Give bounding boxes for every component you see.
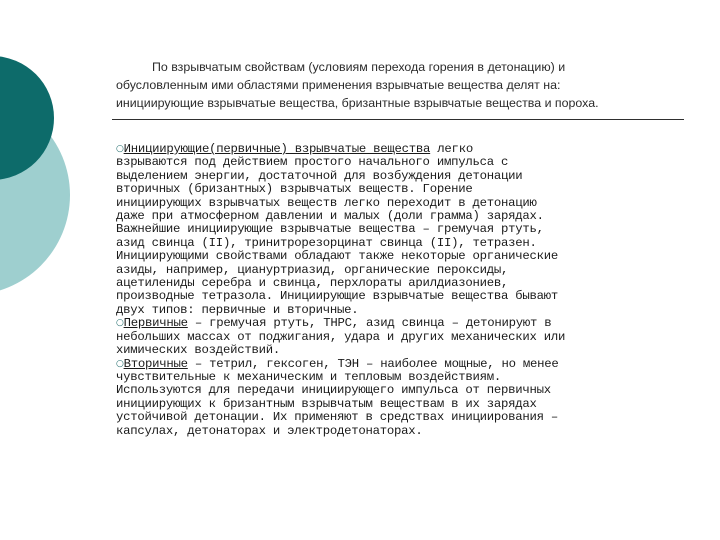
paragraph-line: небольших массах от поджигания, удара и других механических или (116, 329, 566, 344)
paragraph-line: ацетилениды серебра и свинца, перхлораты арилдиазониев, (116, 276, 509, 291)
paragraph-line: устойчивой детонации. Их применяют в средствах инициирования – (116, 410, 559, 425)
paragraph-line: легко (430, 142, 473, 156)
paragraph-line: даже при атмосферном давлении и малых (доли грамма) зарядах. (116, 209, 544, 224)
paragraph-line: инициирующих взрывчатых веществ легко переходит в детонацию (116, 195, 537, 210)
paragraph-line: Инициирующими свойствами обладают также некоторые органические (116, 249, 559, 264)
term-initiating: Инициирующие(первичные) взрывчатые вещества (123, 142, 431, 156)
header-line: По взрывчатым свойствам (условиям перехода горения в детонацию) и (152, 60, 566, 74)
bullet-circle-icon: ○ (116, 318, 124, 329)
paragraph-line: вторичных (бризантных) взрывчатых веществ. Горение (116, 182, 473, 197)
paragraph-line: азид свинца (II), тринитрорезорцинат свинца (II), тетразен. (116, 235, 537, 250)
paragraph-initiating (116, 143, 692, 317)
paragraph-line: взрываются под действием простого начального импульса с (116, 155, 509, 170)
header-line: обусловленным ими областями применения взрывчатые вещества делят на: (116, 78, 561, 92)
paragraph-line: инициирующих к бризантным взрывчатым веществам в их зарядах (116, 396, 537, 411)
paragraph-line: – тетрил, гексоген, ТЭН – наиболее мощные, но менее (187, 356, 559, 371)
bullet-circle-icon: ○ (116, 358, 124, 369)
paragraph-line: капсулах, детонаторах и электродетонаторах. (116, 423, 423, 438)
slide-header (116, 58, 686, 112)
paragraph-line: Важнейшие инициирующие взрывчатые вещества – гремучая ртуть, (116, 222, 544, 237)
paragraph-primary (116, 317, 692, 357)
header-line: инициирующие взрывчатые вещества, бризантные взрывчатые вещества и пороха. (116, 96, 599, 110)
term-secondary: Вторичные (123, 356, 188, 371)
paragraph-secondary (116, 358, 692, 438)
bullet-circle-icon: ○ (116, 144, 124, 154)
term-primary: Первичные (123, 316, 188, 331)
paragraph-line: выделением энергии, достаточной для возбуждения детонации (116, 168, 523, 183)
decorative-circles (0, 0, 100, 300)
paragraph-line: азиды, например, циануртриазид, органические пероксиды, (116, 262, 509, 277)
paragraph-line: химических воздействий. (116, 343, 280, 358)
paragraph-line: Используются для передачи инициирующего импульса от первичных (116, 383, 551, 398)
paragraph-line: – гремучая ртуть, ТНРС, азид свинца – детонируют в (187, 316, 552, 331)
paragraph-line: производные тетразола. Инициирующие взрывчатые вещества бывают (116, 289, 559, 304)
slide-body (116, 143, 692, 438)
paragraph-line: двух типов: первичные и вторичные. (116, 302, 359, 317)
header-divider (112, 119, 684, 120)
paragraph-line: чувствительные к механическим и тепловым воздействиям. (116, 369, 501, 384)
